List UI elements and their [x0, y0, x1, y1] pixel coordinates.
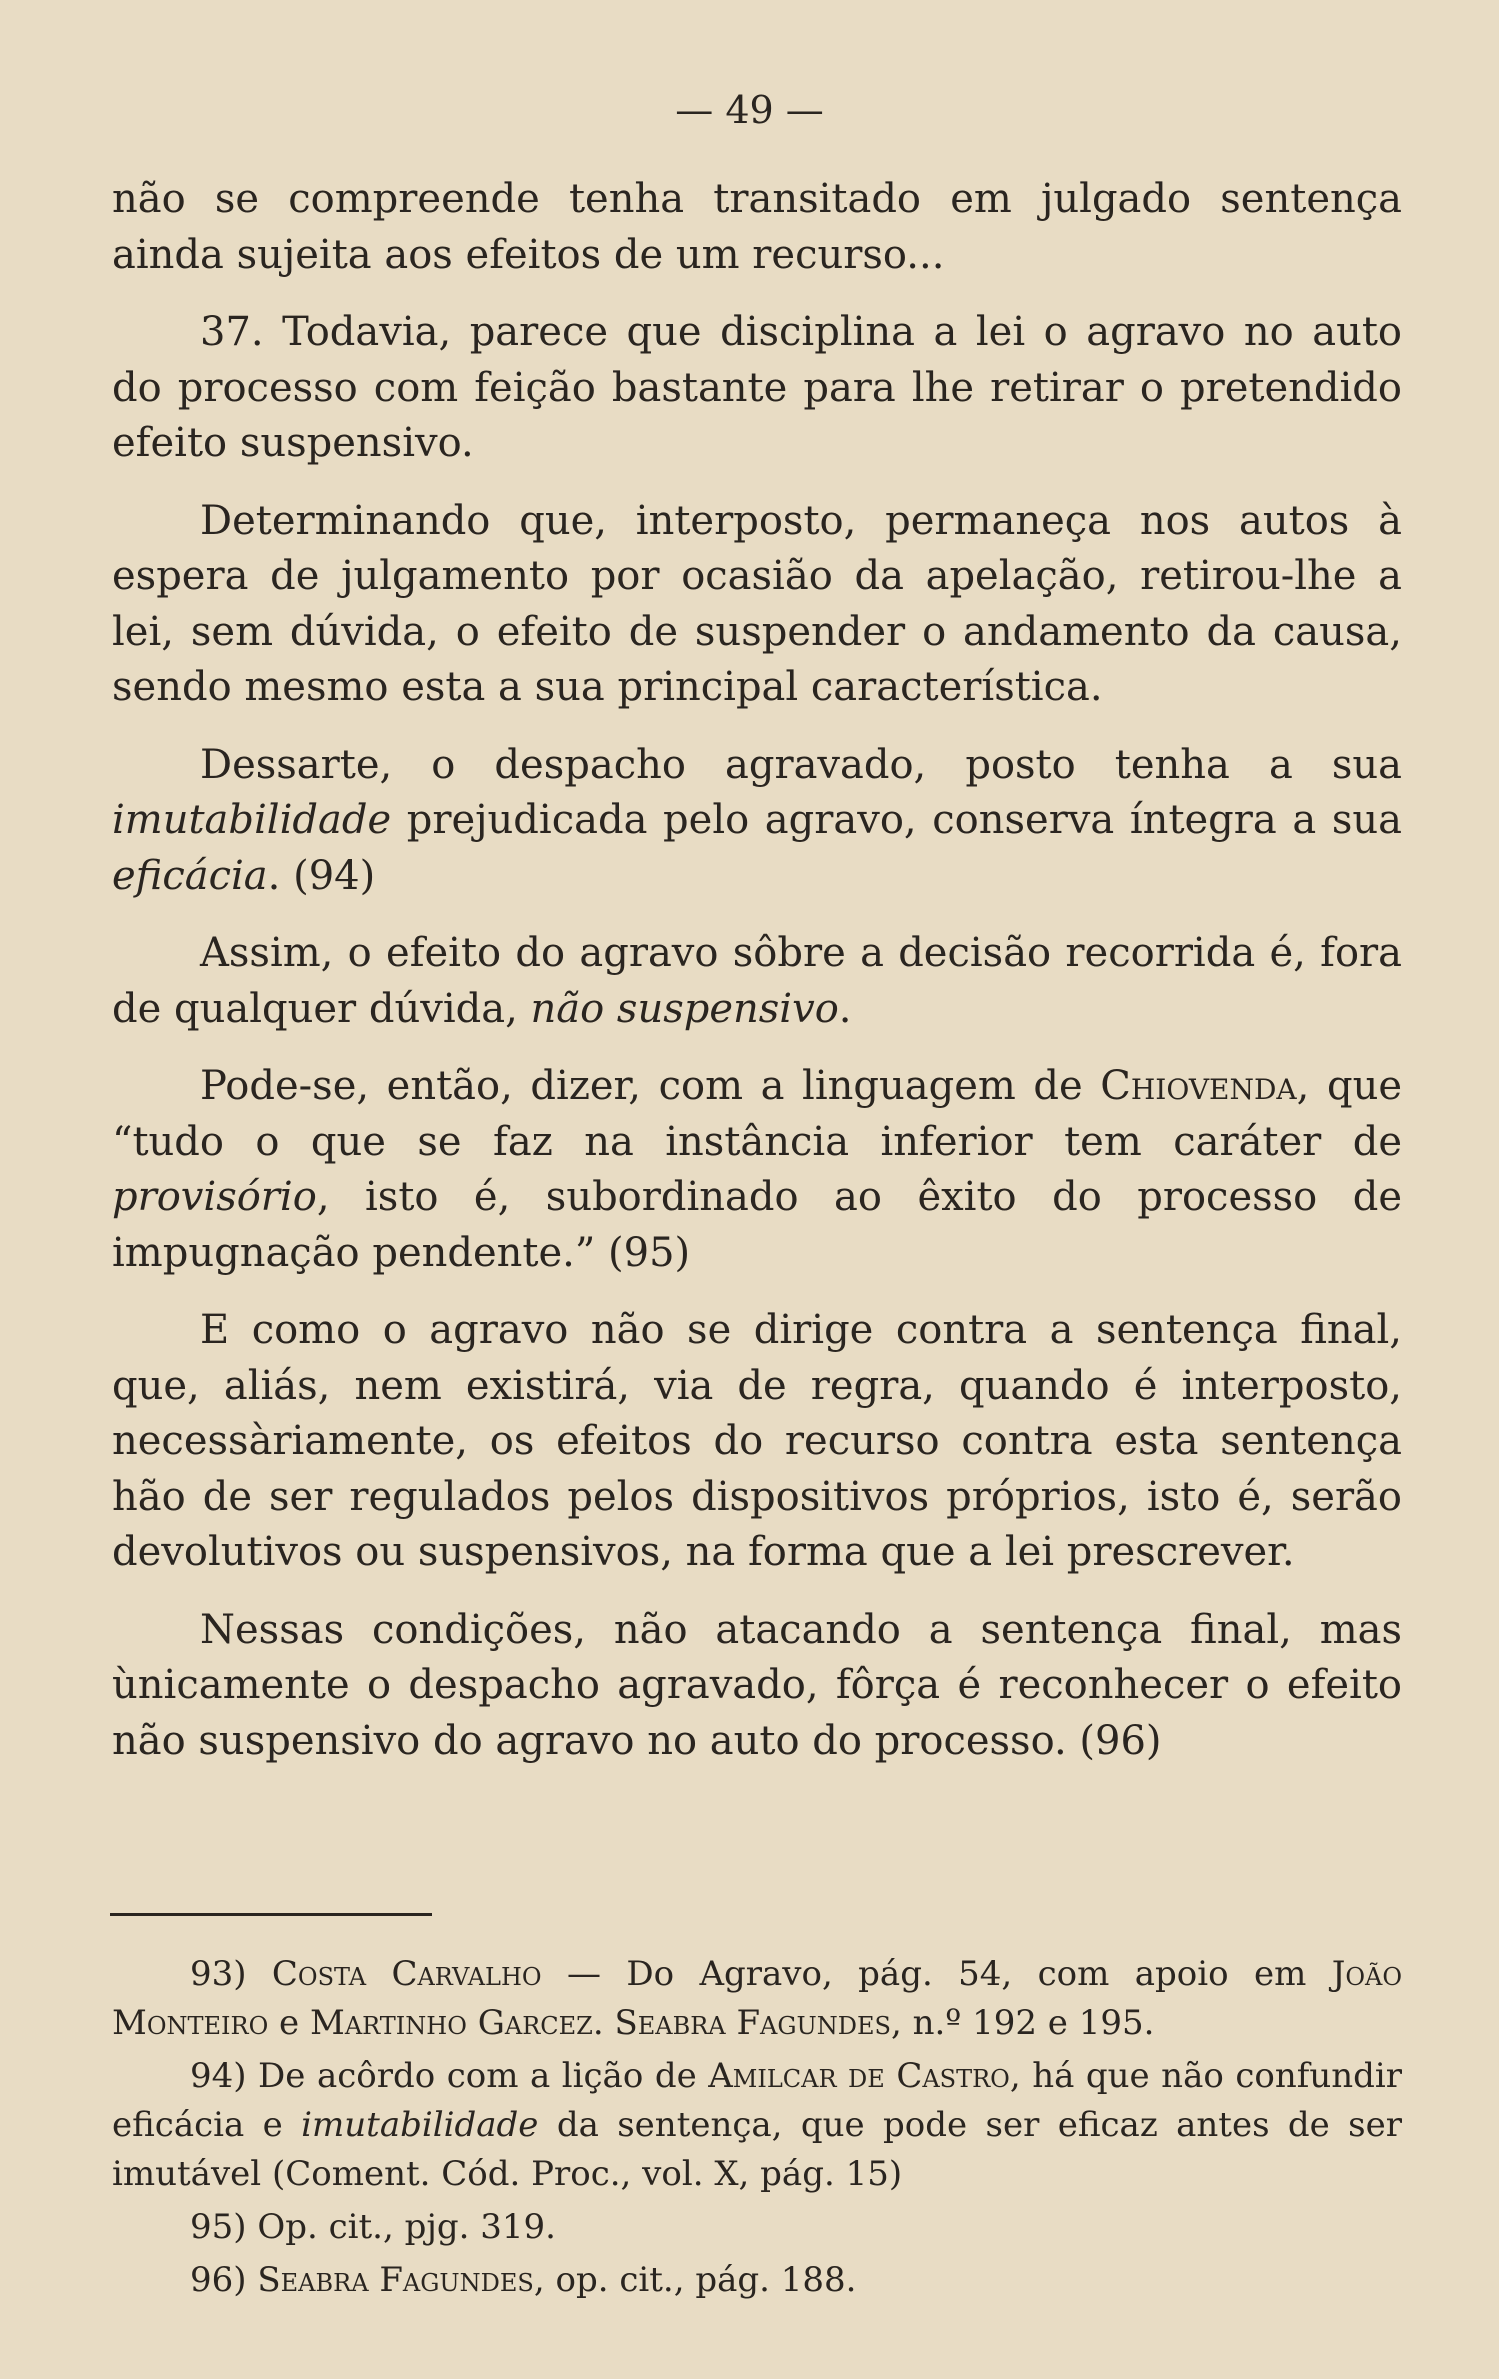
text-span: , que “tudo o que se faz na instância inferior tem caráter de	[112, 1063, 1402, 1165]
text-span: .	[592, 2003, 615, 2043]
paragraph	[112, 926, 1402, 1037]
italic-term: eficácia	[112, 852, 268, 899]
footnote-96	[112, 2256, 1402, 2305]
page-number: — 49 —	[675, 88, 824, 132]
paragraph: Determinando que, interposto, permaneça nos autos à espera de julgamento por ocasião da apelação, retirou-lhe a lei, sem dúvida, o efeito de suspender o andamento da causa, sendo mesmo esta a sua principal característica.	[112, 497, 1402, 710]
text-span: Op. cit., pjg. 319.	[246, 2207, 556, 2247]
text-span: Dessarte, o despacho agravado, posto tenha a sua	[200, 741, 1402, 788]
text-span: — Do Agravo, pág. 54, com apoio em	[541, 1954, 1332, 1994]
italic-term: imutabilidade	[112, 797, 392, 843]
author-name: Seabra Fagundes	[257, 2260, 534, 2300]
footnote-93	[112, 1950, 1402, 2048]
footnote-95	[112, 2203, 1402, 2252]
italic-term: imutabilidade	[301, 2105, 539, 2145]
footnote-divider	[110, 1913, 432, 1916]
paragraph: E como o agravo não se dirige contra a sentença final, que, aliás, nem existirá, via de regra, quando é interposto, necessàriamente, os efeitos do recurso contra esta sentença hão de ser regulados pelos dispositivos próprios, isto é, serão devolutivos ou suspensivos, na forma que a lei prescrever.	[112, 1307, 1402, 1575]
italic-term: provisório	[112, 1174, 317, 1220]
author-name: João Monteiro	[112, 1954, 1403, 2043]
paragraph	[112, 738, 1402, 905]
paragraph-continuation: não se compreende tenha transitado em julgado sentença ainda sujeita aos efeitos de um recurso...	[112, 176, 1402, 278]
author-name: Seabra Fagundes	[614, 2003, 891, 2043]
italic-term: não suspensivo	[530, 985, 839, 1032]
footnote-number: 94)	[190, 2056, 247, 2096]
footnote-number: 93)	[190, 1954, 247, 1994]
text-span: da sentença, que pode ser eficaz antes de ser imutável (Coment. Cód. Proc., vol. X, pág. 15)	[112, 2105, 1402, 2194]
text-span: Pode-se, então, dizer, com a linguagem de	[200, 1063, 1101, 1109]
author-name: Costa Carvalho	[271, 1954, 542, 1994]
author-name: Chiovenda	[1100, 1063, 1297, 1109]
text-span: e	[268, 2003, 310, 2043]
text-span: Assim, o efeito do agravo sôbre a decisão recorrida é, fora de qualquer dúvida,	[112, 930, 1402, 1032]
paragraph	[112, 1059, 1402, 1281]
footnote-94	[112, 2052, 1402, 2199]
footnotes	[112, 1950, 1402, 2309]
author-name: Amilcar de Castro	[708, 2056, 1010, 2096]
text-span: prejudicada pelo agravo, conserva íntegra a sua	[391, 797, 1402, 843]
text-span: , n.º 192 e 195.	[890, 2003, 1155, 2043]
text-span: , isto é, subordinado ao êxito do processo de impugnação pendente.” (95)	[112, 1174, 1402, 1276]
text-span: . (94)	[267, 852, 376, 899]
author-name: Martinho Garcez	[310, 2003, 593, 2043]
paragraph: Nessas condições, não atacando a sentença final, mas ùnicamente o despacho agravado, fôrça é reconhecer o efeito não suspensivo do agravo no auto do processo. (96)	[112, 1606, 1402, 1764]
text-span: , há que não confundir eficácia e	[112, 2056, 1403, 2145]
text-span: De acôrdo com a lição de	[246, 2056, 709, 2096]
footnote-number: 95)	[190, 2207, 247, 2247]
footnote-number: 96)	[190, 2260, 247, 2300]
text-span: , op. cit., pág. 188.	[533, 2260, 857, 2300]
paragraph-37: 37. Todavia, parece que disciplina a lei o agravo no auto do processo com feição bastante para lhe retirar o pretendido efeito suspensivo.	[112, 309, 1402, 466]
body-text	[112, 172, 1402, 1791]
text-span: .	[838, 985, 852, 1032]
